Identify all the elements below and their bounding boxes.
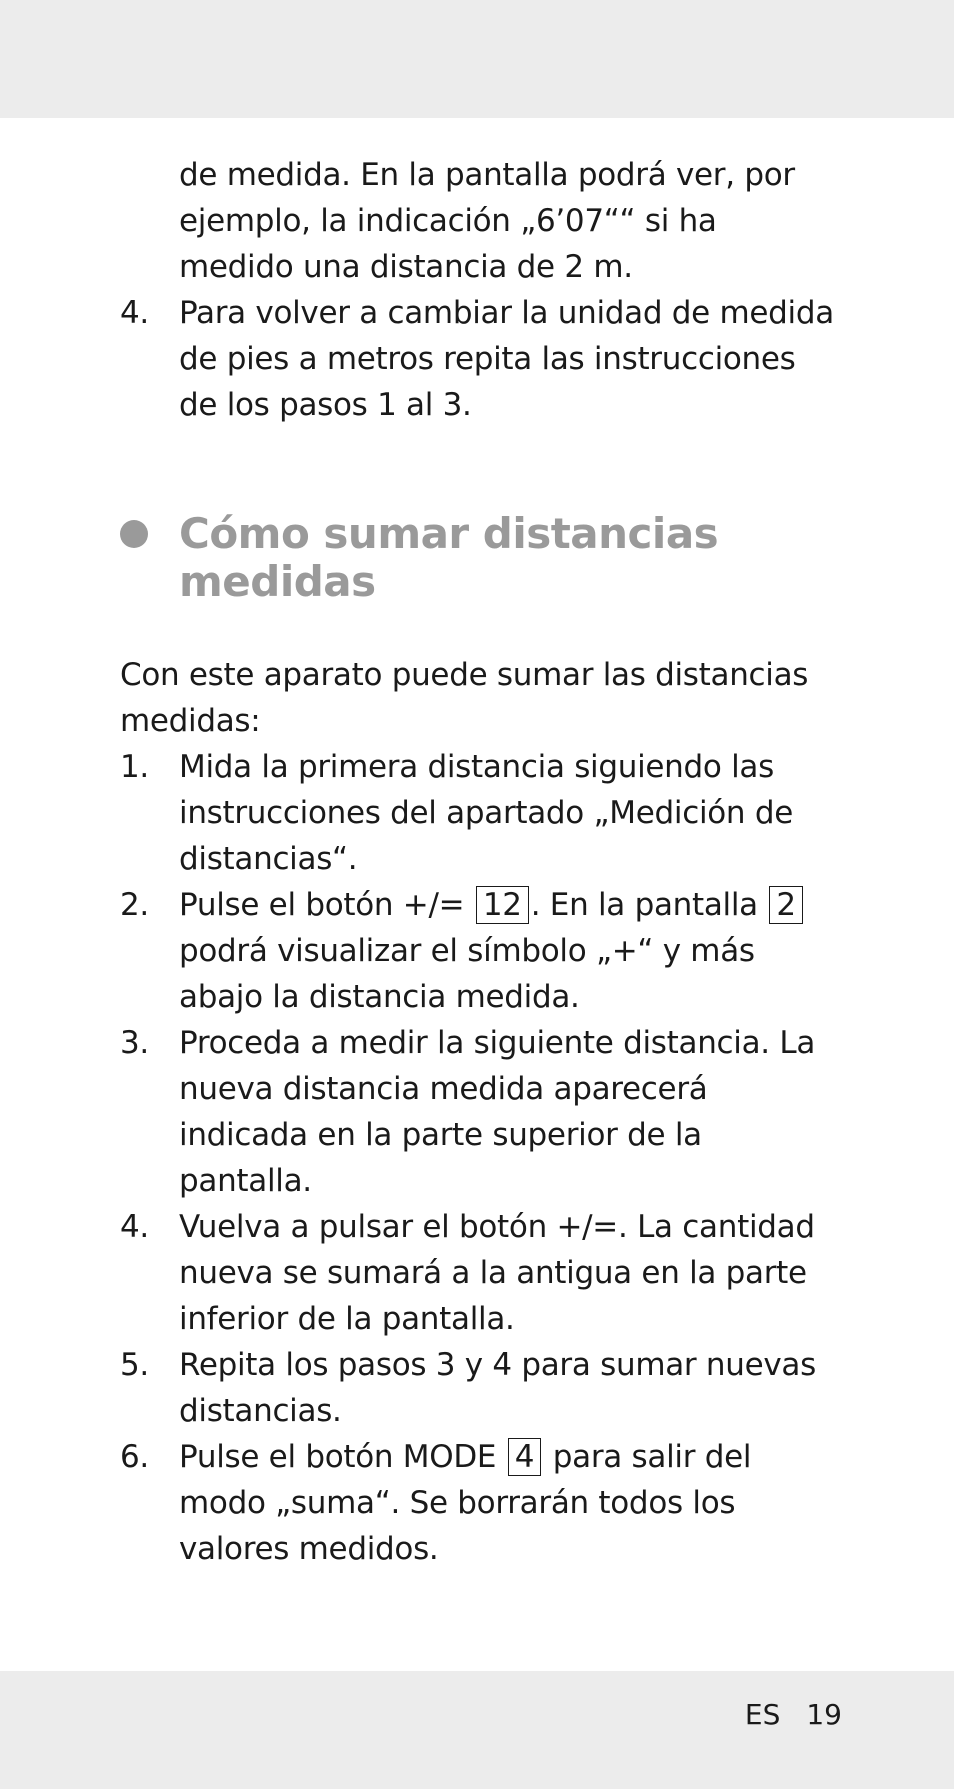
- header-band: [0, 0, 954, 118]
- list-number: 4.: [120, 1209, 149, 1245]
- list-text: Mida la primera distancia siguiendo las instrucciones del apartado „Medición de distancias“.: [179, 749, 793, 877]
- intro-paragraph: Con este aparato puede sumar las distancias medidas:: [120, 657, 809, 739]
- list-number: 5.: [120, 1347, 149, 1383]
- list-item: [120, 1204, 840, 1342]
- list-number: 3.: [120, 1025, 149, 1061]
- list-item: [120, 1020, 840, 1204]
- display-reference: 2: [769, 886, 802, 924]
- list-number: 1.: [120, 749, 149, 785]
- section-title: Cómo sumar distancias medidas: [179, 509, 719, 606]
- list-number: 4.: [120, 295, 149, 331]
- section-heading: [120, 510, 840, 606]
- list-item: [120, 1342, 840, 1434]
- page-number: 19: [806, 1698, 842, 1731]
- list-item: [120, 744, 840, 882]
- list-text: Pulse el botón +/=: [179, 887, 474, 923]
- list-text: Vuelva a pulsar el botón +/=. La cantidad nueva se sumará a la antigua en la parte inferior de la pantalla.: [179, 1209, 815, 1337]
- list-text: Repita los pasos 3 y 4 para sumar nuevas distancias.: [179, 1347, 816, 1429]
- list-item: [120, 882, 840, 1020]
- list-text: para salir del modo „suma“. Se borrarán todos los valores medidos.: [179, 1439, 752, 1567]
- list-number: 6.: [120, 1439, 149, 1475]
- list-number: 2.: [120, 887, 149, 923]
- list-item: [120, 1434, 840, 1572]
- button-reference: 4: [508, 1438, 541, 1476]
- list-text: podrá visualizar el símbolo „+“ y más abajo la distancia medida.: [179, 933, 755, 1015]
- page-footer: [745, 1695, 842, 1735]
- heading-bullet-icon: [120, 520, 148, 548]
- language-code: ES: [744, 1698, 781, 1731]
- continuation-paragraph: de medida. En la pantalla podrá ver, por ejemplo, la indicación „6’07““ si ha medido una distancia de 2 m.: [179, 157, 795, 285]
- list-text: Para volver a cambiar la unidad de medida de pies a metros repita las instrucciones de los pasos 1 al 3.: [179, 295, 834, 423]
- page-content: [120, 152, 840, 1572]
- list-item: [120, 290, 840, 428]
- button-reference: 12: [476, 886, 529, 924]
- list-text: Pulse el botón MODE: [179, 1439, 506, 1475]
- list-text: . En la pantalla: [530, 887, 768, 923]
- list-text: Proceda a medir la siguiente distancia. La nueva distancia medida aparecerá indicada en la parte superior de la pantalla.: [179, 1025, 816, 1199]
